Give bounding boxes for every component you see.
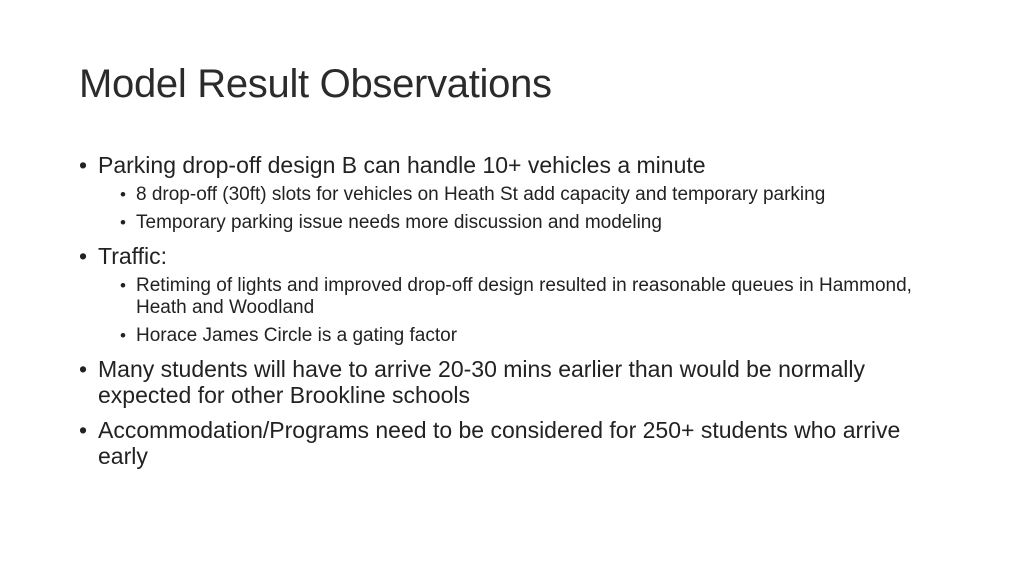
sub-bullet-item [118, 325, 956, 347]
sub-bullet-text: 8 drop-off (30ft) slots for vehicles on Heath St add capacity and temporary parking [136, 184, 826, 205]
bullet-icon: • [79, 152, 88, 178]
sub-bullet-list [118, 184, 956, 234]
bullet-item-traffic [76, 243, 956, 347]
slide-title: Model Result Observations [79, 62, 552, 106]
sub-bullet-item [118, 275, 956, 319]
bullet-item-arrival [76, 356, 956, 408]
bullet-list [76, 152, 956, 469]
sub-bullet-item [118, 184, 956, 206]
slide-body [76, 152, 956, 469]
sub-bullet-item [118, 212, 956, 234]
bullet-item-accommodation [76, 417, 956, 469]
sub-bullet-icon: • [120, 276, 126, 295]
bullet-icon: • [79, 356, 88, 382]
bullet-text: Many students will have to arrive 20-30 mins earlier than would be normally expected for other Brookline schools [98, 356, 866, 408]
sub-bullet-icon: • [120, 185, 126, 204]
bullet-text: Traffic: [98, 243, 168, 269]
sub-bullet-list [118, 275, 956, 347]
sub-bullet-text: Retiming of lights and improved drop-off design resulted in reasonable queues in Hammond, Heath and Woodland [136, 275, 912, 318]
sub-bullet-icon: • [120, 213, 126, 232]
bullet-icon: • [79, 417, 88, 443]
bullet-item-parking [76, 152, 956, 234]
bullet-text: Parking drop-off design B can handle 10+ vehicles a minute [98, 152, 706, 178]
sub-bullet-text: Horace James Circle is a gating factor [136, 325, 458, 346]
sub-bullet-text: Temporary parking issue needs more discussion and modeling [136, 212, 662, 233]
bullet-icon: • [79, 243, 88, 269]
bullet-text: Accommodation/Programs need to be considered for 250+ students who arrive early [98, 417, 901, 469]
sub-bullet-icon: • [120, 326, 126, 345]
